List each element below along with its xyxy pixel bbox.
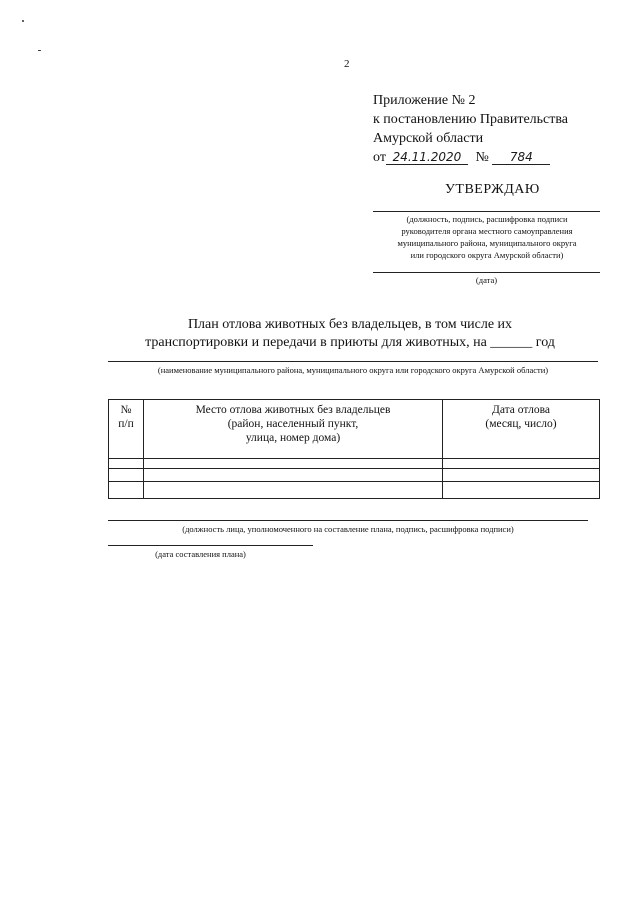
col-place-header bbox=[144, 400, 443, 459]
plan-title-line: План отлова животных без владельцев, в том числе их bbox=[187, 317, 513, 332]
scan-speck bbox=[38, 50, 41, 51]
responsible-note: (должность лица, уполномоченного на составление плана, подпись, расшифровка подписи) bbox=[182, 524, 514, 534]
table-row bbox=[109, 482, 600, 499]
appendix-header bbox=[373, 91, 568, 167]
header-line: Место отлова животных без владельцев bbox=[195, 404, 391, 416]
table-cell bbox=[144, 482, 443, 499]
approver-position-note bbox=[363, 213, 611, 261]
appendix-decree: к постановлению Правительства bbox=[373, 112, 569, 127]
approve-heading: УТВЕРЖДАЮ bbox=[445, 182, 540, 197]
from-label: от bbox=[373, 150, 386, 165]
table-cell bbox=[109, 459, 144, 469]
plan-title-line: транспортировки и передачи в приюты для животных, на ______ год bbox=[145, 335, 555, 350]
header-line: (месяц, число) bbox=[485, 418, 557, 430]
table-row bbox=[109, 469, 600, 482]
col-date-header bbox=[443, 400, 600, 459]
table-cell bbox=[443, 459, 600, 469]
capture-plan-table bbox=[108, 399, 600, 499]
appendix-title: Приложение № 2 bbox=[373, 93, 476, 108]
table-cell bbox=[144, 459, 443, 469]
note-line: или городского округа Амурской области) bbox=[410, 250, 564, 260]
handwritten-date: 24.11.2020 bbox=[386, 150, 468, 165]
plan-title bbox=[130, 316, 570, 352]
table-cell bbox=[443, 482, 600, 499]
table-cell bbox=[443, 469, 600, 482]
note-line: муниципального района, муниципального округа bbox=[397, 238, 577, 248]
header-line: (район, населенный пункт, bbox=[227, 418, 359, 430]
number-label: № bbox=[475, 150, 489, 165]
page-number: 2 bbox=[344, 58, 350, 70]
scan-speck bbox=[22, 20, 24, 22]
note-line: (должность, подпись, расшифровка подписи bbox=[406, 214, 568, 224]
responsible-signature-line bbox=[108, 520, 588, 521]
header-line: улица, номер дома) bbox=[245, 432, 341, 444]
approval-date-line bbox=[373, 272, 600, 273]
table-header-row bbox=[109, 400, 600, 459]
handwritten-number: 784 bbox=[492, 150, 550, 165]
plan-date-line bbox=[108, 545, 313, 546]
municipality-note: (наименование муниципального района, муниципального округа или городского округа Амурской области) bbox=[157, 365, 549, 375]
table-cell bbox=[109, 482, 144, 499]
approver-signature-line bbox=[373, 211, 600, 212]
municipality-line bbox=[108, 361, 598, 362]
header-line: № bbox=[120, 404, 132, 416]
header-line: п/п bbox=[118, 418, 134, 430]
plan-date-note: (дата составления плана) bbox=[155, 549, 246, 559]
header-line: Дата отлова bbox=[491, 404, 550, 416]
table-cell bbox=[144, 469, 443, 482]
table-cell bbox=[109, 469, 144, 482]
note-line: руководителя органа местного самоуправления bbox=[401, 226, 573, 236]
approval-date-note: (дата) bbox=[475, 275, 498, 285]
col-number-header bbox=[109, 400, 144, 459]
appendix-date-line bbox=[373, 148, 568, 167]
appendix-region: Амурской области bbox=[373, 131, 484, 146]
table-row bbox=[109, 459, 600, 469]
